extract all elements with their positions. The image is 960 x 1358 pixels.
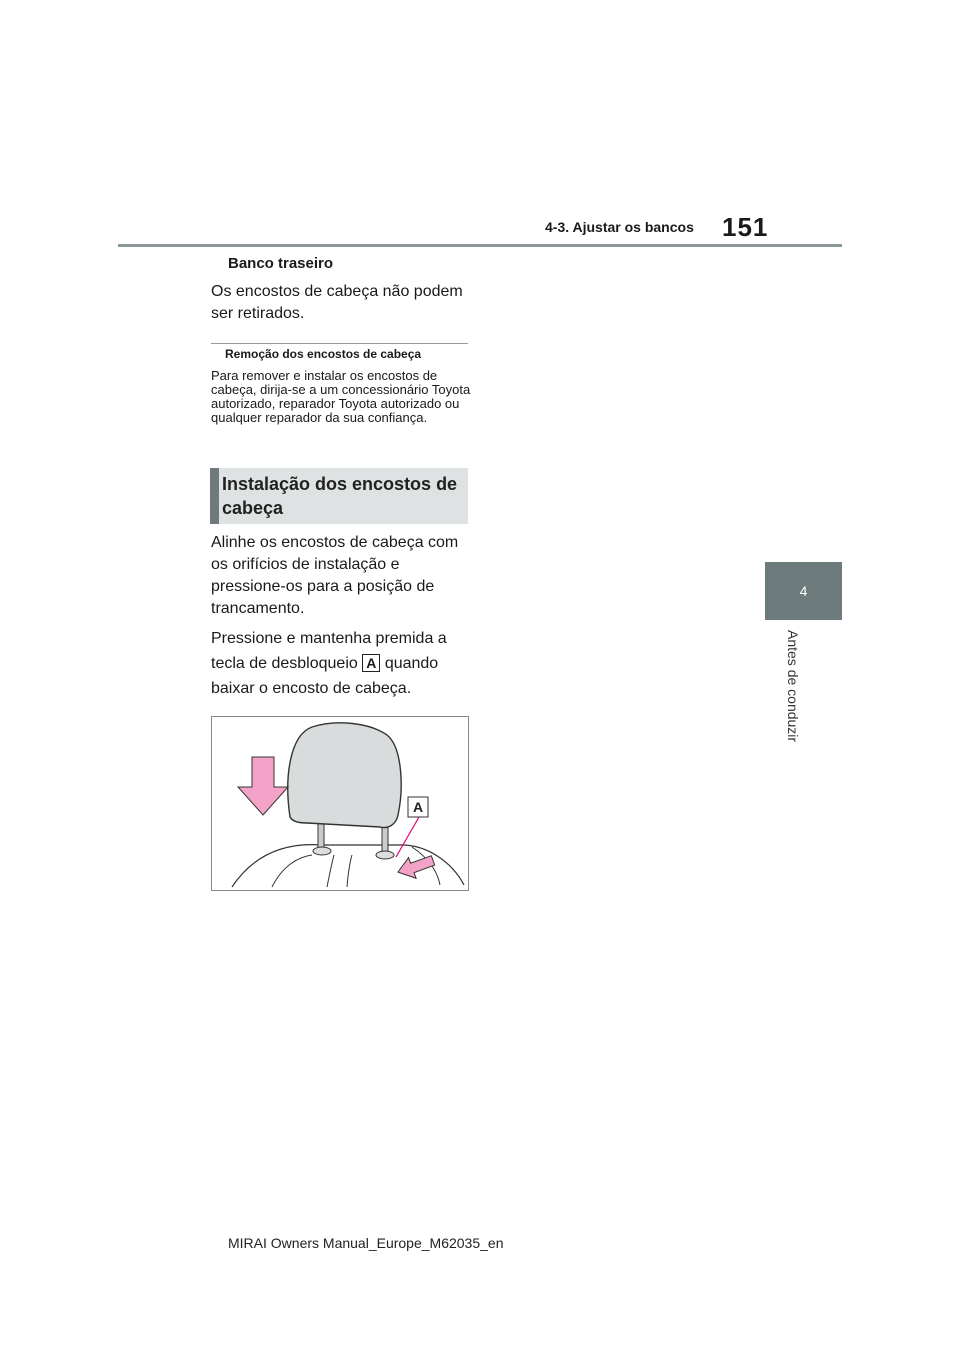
- press-arrow-icon: [394, 850, 436, 883]
- manual-identifier: MIRAI Owners Manual_Europe_M62035_en: [228, 1235, 504, 1251]
- seat-seam-3: [347, 855, 352, 887]
- seat-seam-2: [327, 855, 334, 887]
- headrest-drawing: [212, 717, 468, 890]
- callout-label: A: [412, 799, 424, 815]
- note-body: Para remover e instalar os encostos de cabeça, dirija-se a um concessionário Toyota autorizado, reparador Toyota autorizado ou qualquer reparador da sua confiança.: [211, 368, 471, 425]
- note-divider: [211, 343, 468, 344]
- paragraph-installation: Alinhe os encostos de cabeça com os orifícios de instalação e pressione-os para a posição de trancamento.: [211, 534, 459, 617]
- section-heading: Instalação dos encostos de cabeça: [222, 474, 458, 518]
- chapter-tab: [765, 562, 842, 620]
- stay-hole-left: [313, 847, 331, 855]
- paragraph-headrest-not-removable: Os encostos de cabeça não podem ser retirados.: [211, 283, 463, 322]
- chapter-title-vertical: [785, 630, 805, 760]
- chapter-title: Antes de conduzir: [785, 630, 801, 743]
- section-heading-bar: [210, 468, 219, 524]
- headrest-cushion: [288, 723, 401, 828]
- header-divider: [118, 244, 842, 247]
- release-key-text-2: quando baixar o encosto de cabeça.: [211, 655, 439, 697]
- page-number: 151: [722, 212, 769, 242]
- note-title: Remoção dos encostos de cabeça: [225, 347, 422, 361]
- seat-seam-1: [272, 855, 312, 887]
- subsection-heading: Banco traseiro: [228, 255, 334, 272]
- chapter-number: 4: [799, 583, 808, 599]
- callout-pointer: [396, 817, 419, 857]
- paragraph-release-key: [211, 626, 473, 701]
- section-reference: 4-3. Ajustar os bancos: [545, 219, 694, 235]
- release-key-text-1: Pressione e mantenha premida a tecla de desbloqueio: [211, 630, 447, 672]
- release-key-label: A: [362, 654, 380, 672]
- headrest-illustration: [211, 716, 469, 891]
- stay-hole-right: [376, 851, 394, 859]
- down-arrow-icon: [238, 757, 288, 815]
